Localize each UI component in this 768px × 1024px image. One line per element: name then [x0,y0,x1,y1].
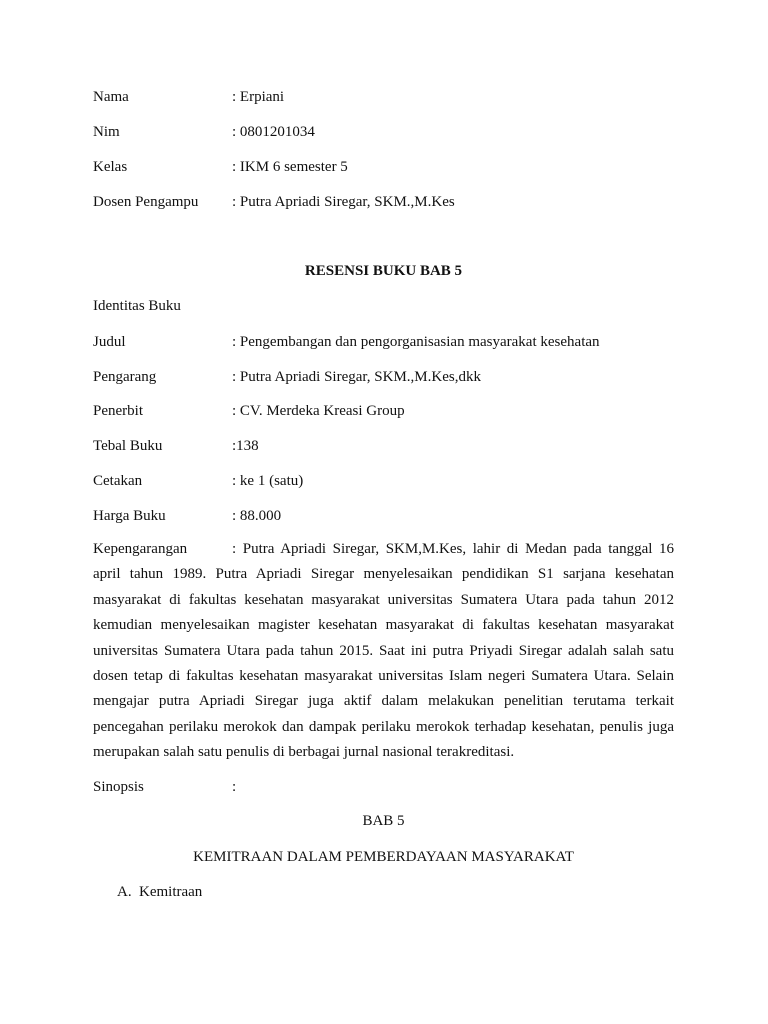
cetakan-label: Cetakan [93,473,143,489]
penerbit-label: Penerbit [93,403,143,419]
section-heading [117,883,202,901]
chapter-title: KEMITRAAN DALAM PEMBERDAYAAN MASYARAKAT [193,849,574,865]
kelas-label: Kelas [93,159,128,175]
section-marker: A. [117,884,132,900]
chapter-number: BAB 5 [362,813,405,829]
harga-value: : 88.000 [232,508,282,524]
pengarang-label: Pengarang [93,369,157,385]
penerbit-value: : CV. Merdeka Kreasi Group [232,403,405,419]
pengarang-value: : Putra Apriadi Siregar, SKM.,M.Kes,dkk [232,369,481,385]
authorship-label: Kepengarangan [93,541,188,557]
dosen-label: Dosen Pengampu [93,194,199,210]
section-title: Kemitraan [139,884,203,900]
tebal-value: :138 [232,438,259,454]
synopsis-label: Sinopsis [93,779,144,795]
harga-label: Harga Buku [93,508,166,524]
judul-label: Judul [93,334,126,350]
judul-value: : Pengembangan dan pengorganisasian masyarakat kesehatan [232,334,600,350]
kelas-value: : IKM 6 semester 5 [232,159,348,175]
authorship-text: : Putra Apriadi Siregar, SKM,M.Kes, lahir di Medan pada tanggal 16 april tahun 1989. Putra Apriadi Siregar menyelesaikan pendidikan S1 sarjana kesehatan masyarakat di fakultas kesehatan masyarakat universitas Sumatera Utara pada tahun 2012 kemudian menyelesaikan magister kesehatan masyarakat di fakultas kesehatan masyarakat universitas Sumatera Utara pada tahun 2015. Saat ini putra Priyadi Siregar adalah salah satu dosen tetap di fakultas kesehatan masyarakat universitas Islam negeri Sumatera Utara. Selain mengajar putra Apriadi Siregar juga aktif dalam melakukan penelitian terutama terkait pencegahan perilaku merokok dan dampak perilaku merokok terhadap kesehatan, penulis juga merupakan salah satu penulis di berbagai jurnal nasional terakreditasi. [93,541,674,761]
cetakan-value: : ke 1 (satu) [232,473,304,489]
tebal-label: Tebal Buku [93,438,163,454]
review-title: RESENSI BUKU BAB 5 [304,263,463,279]
name-label: Nama [93,89,129,105]
nim-label: Nim [93,124,120,140]
name-value: : Erpiani [232,89,285,105]
nim-value: : 0801201034 [232,124,315,140]
dosen-value: : Putra Apriadi Siregar, SKM.,M.Kes [232,194,455,210]
authorship-paragraph [93,537,674,766]
identity-heading-text: Identitas Buku [93,298,181,314]
synopsis-value: : [232,779,237,795]
